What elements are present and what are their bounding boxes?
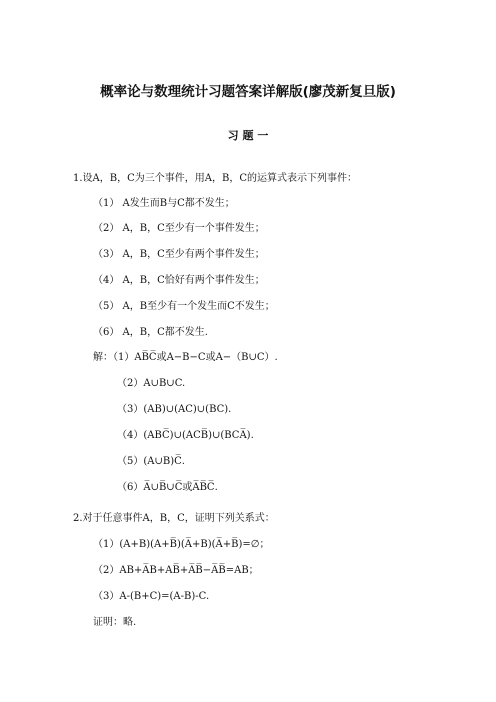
item-2: （2） A，B，C至少有一个事件发生； [93,223,265,234]
document-title: 概率论与数理统计习题答案详解版(廖茂新复旦版) [100,84,396,100]
section-heading: 习 题 一 [227,129,269,142]
item-1: （1） A发生而B与C都不发生； [93,198,235,209]
item-5: （5） A，B至少有一个发生而C不发生； [93,301,275,312]
relation-3: （3）A-(B+C)=(A-B)-C. [93,591,210,602]
solution-6: （6）A̅∪B̅∪C̅或A̅B̅C̅. [117,482,218,493]
relation-1: （1）(A+B)(A+B̅)(A̅+B)(A̅+B̅)=∅； [93,539,270,550]
solution-1: 解：（1）AB̅C̅或A−B−C或A−（B∪C）. [93,352,278,363]
question-1-text: 1.设A，B，C为三个事件，用A，B，C的运算式表示下列事件： [73,173,357,184]
proof-note: 证明：略. [93,617,137,628]
item-6: （6） A，B，C都不发生. [93,327,208,338]
solution-3: （3）(AB)∪(AC)∪(BC). [117,404,232,415]
question-2-text: 2.对于任意事件A，B，C，证明下列关系式： [73,513,275,524]
solution-4: （4）(ABC̅)∪(ACB̅)∪(BCA̅). [117,430,254,441]
relation-2: （2）AB+A̅B+AB̅+A̅B̅−A̅B̅=AB； [93,565,259,576]
solution-2: （2）A∪B∪C. [117,378,186,389]
solution-5: （5）(A∪B)C̅. [117,456,185,467]
item-3: （3） A，B，C至少有两个事件发生； [93,249,265,260]
item-4: （4） A，B，C恰好有两个事件发生； [93,275,265,286]
